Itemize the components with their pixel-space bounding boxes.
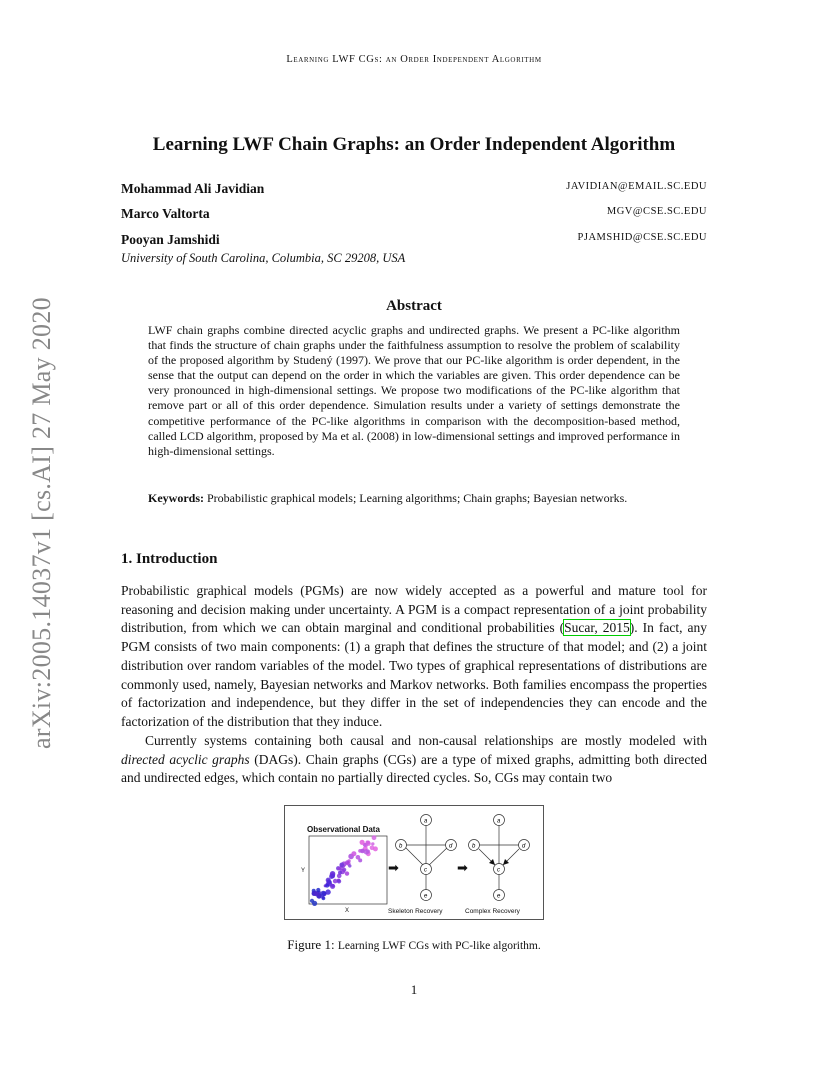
scatter-point [360,840,365,845]
author-email: MGV@CSE.SC.EDU [606,206,707,217]
scatter-point [371,842,374,845]
node-label: a [424,818,428,825]
x-axis-label: X [345,908,350,914]
scatter-point [327,880,332,885]
scatter-point [338,871,342,875]
paper-title: Learning LWF Chain Graphs: an Order Independent Algorithm [152,134,676,155]
keywords [148,491,680,506]
node-label: c [424,867,427,874]
scatter-point [345,871,349,875]
figure-caption [0,937,828,953]
arrow-icon: ➡ [388,860,399,875]
scatter-point [316,888,320,892]
para2-text: (DAGs). Chain graphs (CGs) are a type of mixed graphs, admitting both directed and undirected edges, which contain no partially directed cycles. So, CGs may contain two [121,751,707,786]
scatter-point [356,855,361,860]
abstract-body: LWF chain graphs combine directed acyclic graphs and undirected graphs. We present a PC-like algorithm that finds the structure of chain graphs under the faithfulness assumption to resolve the problem of scalability of the proposed algorithm by Studený (1997). We prove that our PC-like algorithm is order dependent, in the sense that the output can depend on the order in which the variables are given. This order dependence can be very pronounced in high-dimensional settings. We propose two modifications of the PC-like algorithm that remove part or all of this order dependence. Simulation results under a variety of settings demonstrate the competitive performance of the PC-like algorithms in comparison with the decomposition-based method, called LCD algorithm, proposed by Ma et al. (2008) in low-dimensional settings and improved performance in high-dimensional settings. [148,323,680,458]
author-row [121,206,707,222]
scatter-point [348,864,351,867]
keywords-text: Probabilistic graphical models; Learning algorithms; Chain graphs; Bayesian networks. [207,491,628,505]
scatter-title: Observational Data [307,825,380,834]
para2-text: Currently systems containing both causal and non-causal relationships are mostly modeled with [145,733,707,748]
author-row [121,181,707,197]
scatter-point [325,889,330,894]
para1-text: ). In fact, any PGM consists of two main components: (1) a graph that defines the structure of that model; and (2) a joint distribution over random variables of the model. Two types of graphical representations of distributions are commonly used, namely, Bayesian networks and Markov networks. Both families encompass the properties of factorization and independence, but they differ in the set of independencies they can encode and the factorization of the distribution that they induce. [121,620,708,729]
page-number: 1 [410,982,418,997]
scatter-point [364,849,369,854]
scatter-points [310,835,378,906]
node-label: e [424,893,428,900]
node-label: a [497,818,501,825]
scatter-point [330,874,335,879]
author-name: Pooyan Jamshidi [121,232,220,247]
para1-text: Probabilistic graphical models (PGMs) are now widely accepted as a powerful and mature tool for reasoning and decision making under uncertainty. A PGM is a compact representation of a joint probability distribution, from which we can obtain marginal and conditional probabilities ( [121,583,707,636]
citation-link[interactable]: Sucar, 2015 [564,620,630,636]
complex-recovery-label: Complex Recovery [465,908,520,915]
scatter-point [314,892,319,897]
complex-graph [476,822,523,894]
node-label: d [522,843,526,850]
scatter-point [372,835,377,840]
arrow-icon: ➡ [457,860,468,875]
node-label: c [497,867,500,874]
figure-caption-label: Figure 1: [287,937,335,952]
scatter-point [337,879,341,883]
y-axis-label: Y [301,868,306,874]
author-name: Marco Valtorta [121,206,210,221]
abstract-heading: Abstract [386,298,442,314]
scatter-point [321,896,324,899]
affiliation: University of South Carolina, Columbia, SC 29208, USA [121,251,406,265]
running-head-text: Learning LWF CGs: an Order Independent Algorithm [286,54,542,65]
scatter-point [370,846,375,851]
arxiv-id-text: arXiv:2005.14037v1 [cs.AI] 27 May 2020 [27,296,57,749]
scatter-point [340,863,345,868]
node-label: d [449,843,453,850]
author-email: JAVIDIAN@EMAIL.SC.EDU [566,181,707,192]
figure-1 [284,805,544,920]
keywords-label: Keywords: [148,491,204,505]
author-name: Mohammad Ali Javidian [121,181,265,196]
intro-paragraph-1 [121,582,707,732]
author-row [121,232,707,248]
node-label: e [497,893,501,900]
scatter-point [345,860,349,864]
para2-italic: directed acyclic graphs [121,751,250,767]
figure-caption-text: Learning LWF CGs with PC-like algorithm. [337,940,541,952]
skeleton-recovery-label: Skeleton Recovery [388,908,443,915]
scatter-point [330,884,335,889]
node-label: b [472,843,476,850]
intro-paragraph-2 [121,732,707,788]
skeleton-graph [403,822,450,894]
running-head [0,54,828,65]
scatter-point [321,891,327,897]
scatter-point [351,851,356,856]
scatter-point [312,901,317,906]
author-email: PJAMSHID@CSE.SC.EDU [577,232,707,243]
arxiv-watermark [22,285,62,760]
figure-1-graphic [285,806,543,919]
section-heading: 1. Introduction [121,551,218,567]
node-label: b [399,843,403,850]
